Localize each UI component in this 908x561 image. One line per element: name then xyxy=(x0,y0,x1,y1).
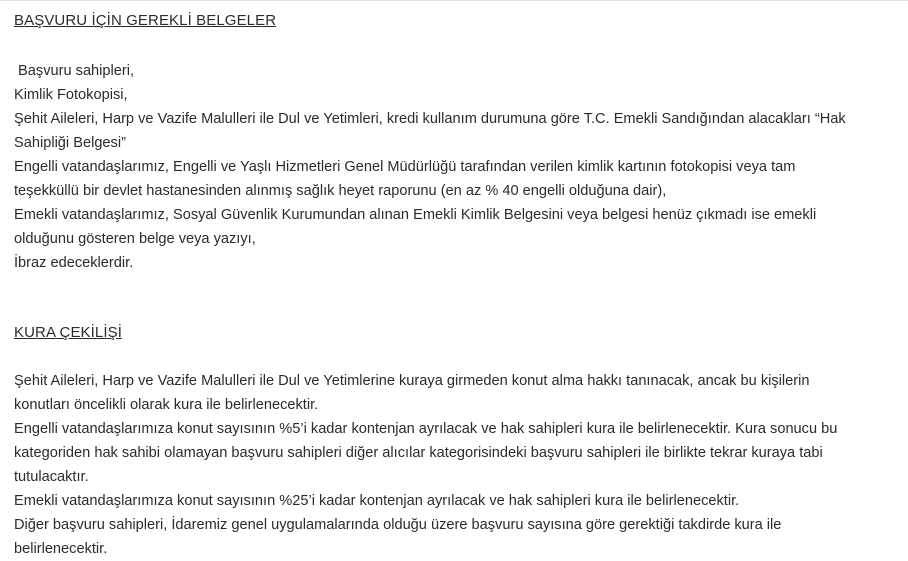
text-line: Sahipliği Belgesi” xyxy=(14,135,126,151)
text-line: Şehit Aileleri, Harp ve Vazife Malulleri ile Dul ve Yetimlerine kuraya girmeden konut alma hakkı tanınacak, ancak bu kişilerin xyxy=(14,373,810,389)
text-line: Emekli vatandaşlarımıza konut sayısının %25’i kadar kontenjan ayrılacak ve hak sahipleri kura ile belirlenecektir. xyxy=(14,493,740,509)
text-line: Şehit Aileleri, Harp ve Vazife Malulleri ile Dul ve Yetimleri, kredi kullanım durumuna göre T.C. Emekli Sandığından alacakları “Hak xyxy=(14,111,846,127)
text-line: Engelli vatandaşlarımıza konut sayısının %5’i kadar kontenjan ayrılacak ve hak sahipleri kura ile belirlenecektir. Kura sonucu bu xyxy=(14,421,838,437)
lottery-text xyxy=(14,369,837,561)
text-line: Başvuru sahipleri, xyxy=(14,63,135,79)
text-line: Emekli vatandaşlarımız, Sosyal Güvenlik Kurumundan alınan Emekli Kimlik Belgesini veya belgesi henüz çıkmadı ise emekli xyxy=(14,207,817,223)
required-documents-text xyxy=(14,59,846,275)
text-line: Diğer başvuru sahipleri, İdaremiz genel uygulamalarında olduğu üzere başvuru sayısına göre gerektiği takdirde kura ile xyxy=(14,517,782,533)
text-line: Kimlik Fotokopisi, xyxy=(14,87,128,103)
text-line: İbraz edeceklerdir. xyxy=(14,255,134,271)
text-line: tutulacaktır. xyxy=(14,469,89,485)
text-line: olduğunu gösteren belge veya yazıyı, xyxy=(14,231,256,247)
text-line: Engelli vatandaşlarımız, Engelli ve Yaşlı Hizmetleri Genel Müdürlüğü tarafından verilen kimlik kartının fotokopisi veya tam xyxy=(14,159,796,175)
text-line: belirlenecektir. xyxy=(14,541,108,557)
text-line: kategoriden hak sahibi olamayan başvuru sahipleri diğer alıcılar kategorisindeki başvuru sahipleri ile birlikte tekrar kuraya tabi xyxy=(14,445,823,461)
text-line: teşekküllü bir devlet hastanesinden alınmış sağlık heyet raporunu (en az % 40 engelli olduğuna dair), xyxy=(14,183,667,199)
section-heading-lottery: KURA ÇEKİLİŞİ xyxy=(14,324,123,341)
section-heading-required-documents: BAŞVURU İÇİN GEREKLİ BELGELER xyxy=(14,12,277,29)
text-line: konutları öncelikli olarak kura ile belirlenecektir. xyxy=(14,397,319,413)
